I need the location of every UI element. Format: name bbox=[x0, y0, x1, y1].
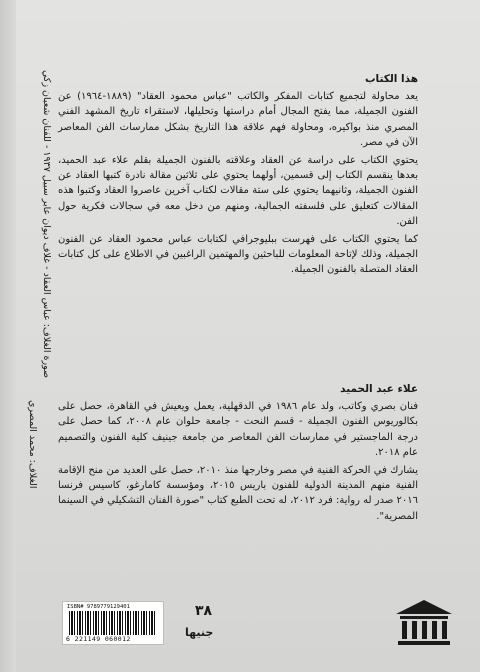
about-book-paragraph: يعد محاولة لتجميع كتابات المفكر والكاتب "عباس محمود العقاد" (١٨٨٩-١٩٦٤) عن الفنون الجميلة، مما يفتح المجال أمام دراستها وتحليلها، لاستقراء تاريخ المشهد الفني المصري منذ بواكيره، ومحاولة فهم علاقة هذا التاريخ بشكل ممارسات الفن المعاصر الآن في مصر. bbox=[58, 91, 418, 148]
isbn-label: ISBN# 9789779129401 bbox=[67, 604, 130, 610]
barcode-bars bbox=[69, 611, 157, 635]
spine-edge bbox=[0, 0, 16, 672]
series-number: ٣٨ bbox=[195, 603, 213, 619]
vertical-credits bbox=[27, 70, 52, 550]
isbn-barcode bbox=[62, 601, 164, 645]
author-bio-paragraph: يشارك في الحركة الفنية في مصر وخارجها منذ ٢٠١٠، حصل على العديد من منح الإقامة الفنية منهم المدينة الدولية للفنون باريس ٢٠١٥، ومؤسسة كامارغو، كاسيس فرنسا ٢٠١٦ صدر له رواية: فرد ٢٠١٢، له تحت الطبع كتاب "صورة الفنان التشكيلي في السينما المصرية". bbox=[58, 465, 419, 522]
about-book-heading: هذا الكتاب bbox=[364, 73, 418, 85]
barcode-digits: 6 221149 060012 bbox=[66, 635, 131, 643]
author-name: علاء عبد الحميد bbox=[340, 383, 418, 395]
author-bio-paragraph: فنان بصري وكاتب، ولد عام ١٩٨٦ في الدقهلية، يعمل ويعيش في القاهرة، حصل على بكالوريوس الفنون الجميلة - قسم النحت - جامعة حلوان عام ٢٠٠٨، كما حصل على درجة الماجستير في ممارسات الفن المعاصر من جامعة جينيف كلية الفنون والتصميم عام ٢٠١٨. bbox=[58, 401, 419, 458]
about-book-paragraph: يحتوي الكتاب على دراسة عن العقاد وعلاقته بالفنون الجميلة بقلم علاء عبد الحميد، بعدها ينقسم الكتاب إلى قسمين، أولهما يحتوي على ثلاثين مقالة نادرة كتبها العقاد عن الفنون الجميلة، وثانيهما يحتوي على ستة مقالات لكتاب آخرين عاصروا العقاد وكتبوا هذه المقالات كتعليق على فلسفته الجمالية، ومنهم من دخل معه في سجالات فكرية حول الفن. bbox=[58, 155, 418, 227]
price-label: جنيها bbox=[185, 626, 214, 639]
cover-designer-credit: الغلاف: محمد المصري bbox=[27, 400, 38, 489]
cover-image-credit: صورة الغلاف: عباس العقاد - غلاف ديوان عابر سبيل ١٩٣٧ - للفنان شعبان زكي bbox=[41, 70, 52, 379]
about-book-section bbox=[58, 72, 418, 281]
publisher-logo-icon bbox=[392, 598, 456, 650]
about-book-paragraph: كما يحتوي الكتاب على فهرست ببليوجرافي لكتابات عباس محمود العقاد عن الفنون الجميلة، وذلك لإتاحة المعلومات للباحثين والمهتمين الراغبين في الاطلاع على كل كتابات العقاد المتصلة بالفنون الجميلة. bbox=[58, 234, 418, 276]
author-bio-section bbox=[58, 382, 418, 527]
